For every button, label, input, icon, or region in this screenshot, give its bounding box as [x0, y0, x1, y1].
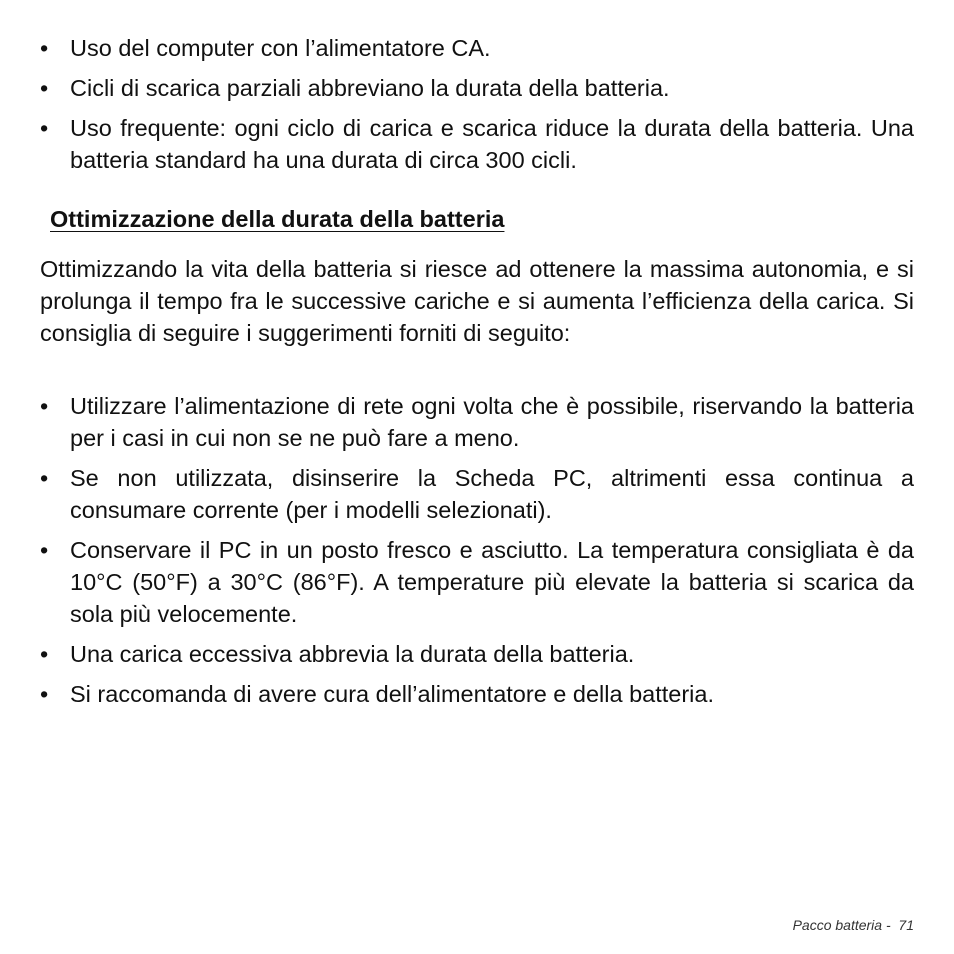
page-footer: [793, 917, 914, 933]
list-item-text: Conservare il PC in un posto fresco e asciutto. La temperatura consigliata è da 10°C (50°F) a 30°C (86°F). A temperature più elevate la batteria si scarica da sola più velocemente.: [70, 537, 914, 627]
top-bullet-list: [40, 32, 914, 184]
footer-section-name: Pacco batteria -: [792, 917, 891, 933]
list-item-text: Una carica eccessiva abbrevia la durata della batteria.: [70, 641, 635, 667]
list-item-text: Cicli di scarica parziali abbreviano la durata della batteria.: [70, 75, 670, 101]
list-item: [40, 32, 914, 64]
list-item: [40, 638, 914, 670]
list-item-text: Uso del computer con l’alimentatore CA.: [70, 35, 491, 61]
list-item: [40, 72, 914, 104]
list-item: [40, 678, 914, 710]
bullet-icon: •: [40, 75, 49, 101]
list-item: [40, 462, 914, 526]
list-item-text: Si raccomanda di avere cura dell’alimentatore e della batteria.: [70, 681, 714, 707]
bullet-icon: •: [40, 681, 49, 707]
list-item: [40, 112, 914, 176]
section-heading: Ottimizzazione della durata della batteria: [50, 206, 505, 232]
bullet-icon: •: [40, 35, 49, 61]
page-number: 71: [898, 917, 914, 933]
bullet-icon: •: [40, 641, 49, 667]
list-item-text: Uso frequente: ogni ciclo di carica e scarica riduce la durata della batteria. Una batteria standard ha una durata di circa 300 cicli.: [70, 115, 914, 173]
list-item-text: Se non utilizzata, disinserire la Scheda PC, altrimenti essa continua a consumare corrente (per i modelli selezionati).: [70, 465, 914, 523]
intro-paragraph: Ottimizzando la vita della batteria si riesce ad ottenere la massima autonomia, e si prolunga il tempo fra le successive cariche e si aumenta l’efficienza della carica. Si consiglia di seguire i suggerimenti forniti di seguito:: [40, 256, 914, 346]
list-item-text: Utilizzare l’alimentazione di rete ogni volta che è possibile, riservando la batteria per i casi in cui non se ne può fare a meno.: [70, 393, 914, 451]
list-item: [40, 390, 914, 454]
list-item: [40, 534, 914, 630]
bullet-icon: •: [40, 393, 49, 419]
bullet-icon: •: [40, 465, 49, 491]
bullet-icon: •: [40, 537, 49, 563]
tips-bullet-list: [40, 390, 914, 718]
bullet-icon: •: [40, 115, 49, 141]
